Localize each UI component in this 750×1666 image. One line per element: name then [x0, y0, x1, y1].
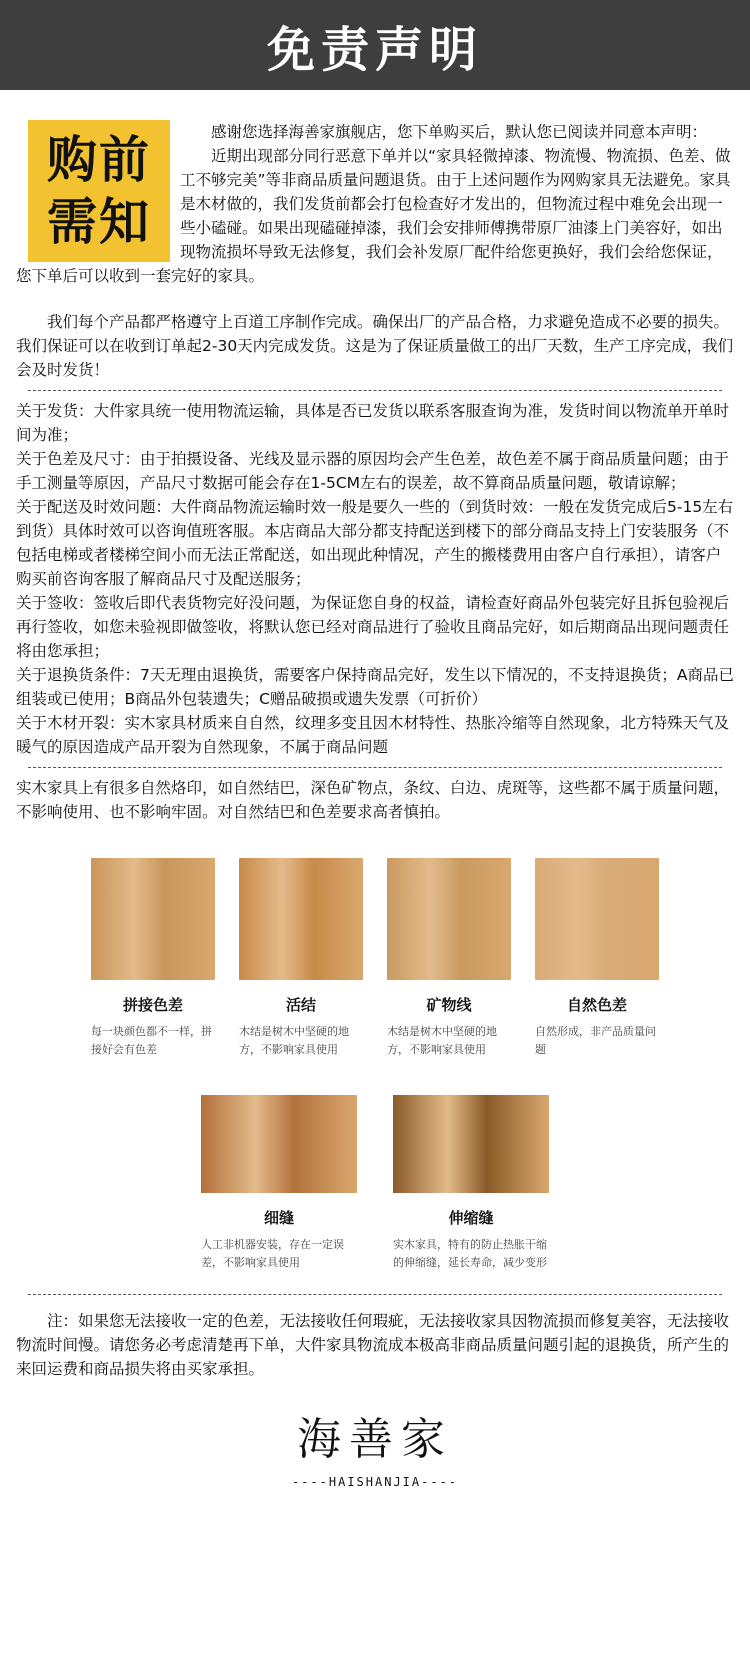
- gallery-caption: 拼接色差: [122, 996, 183, 1014]
- divider-2: [28, 767, 722, 768]
- intro-paragraph-2: 近期出现部分同行恶意下单并以“家具轻微掉漆、物流慢、物流损、色差、做工不够完美”等非商品质量问题退货。由于上述问题作为网购家具无法避免。家具是木材做的，我们发货前都会打包检查好才发出的，但物流过程中难免会出现一些小磕碰。如果出现磕碰掉漆，我们会安排师傅携带原厂油漆上门美容好，如出现物流损坏导致无法修复，我们会补发原厂配件给您更换好，我们会给您保证，您下单后可以收到一套完好的家具。: [16, 147, 731, 285]
- gallery-caption: 活结: [285, 996, 316, 1014]
- wood-sample-image: [393, 1095, 549, 1193]
- footer: [0, 1403, 750, 1489]
- gallery-item: [91, 858, 215, 1059]
- brand-english: ----HAISHANJIA----: [291, 1475, 459, 1489]
- gallery-caption: 伸缩缝: [448, 1209, 494, 1227]
- notice-badge: [28, 120, 170, 262]
- gallery-caption: 自然色差: [566, 996, 627, 1014]
- intro-paragraph-1: 感谢您选择海善家旗舰店，您下单购买后，默认您已阅读并同意本声明：: [211, 123, 708, 141]
- notice-line-2: 需知: [47, 192, 151, 251]
- production-section: [16, 310, 734, 382]
- gallery-item: [535, 858, 659, 1059]
- gallery-description: 每一块颜色都不一样，拼接好会有色差: [91, 1025, 212, 1056]
- gallery-description: 木结是树木中坚硬的地方，不影响家具使用: [239, 1025, 349, 1056]
- notice-line-1: 购前: [47, 130, 151, 189]
- gallery-description: 实木家具，特有的防止热胀干缩的伸缩缝，延长寿命，减少变形: [393, 1238, 547, 1269]
- production-paragraph: 我们每个产品都严格遵守上百道工序制作完成。确保出厂的产品合格，力求避免造成不必要的损失。我们保证可以在收到订单起2-30天内完成发货。这是为了保证质量做工的出厂天数，生产工序完成，我们会及时发货！: [16, 313, 734, 379]
- term-delivery: 关于配送及时效问题：大件商品物流运输时效一般是要久一些的（到货时效：一般在发货完成后5-15左右到货）具体时效可以咨询值班客服。本店商品大部分都支持配送到楼下的部分商品支持上门安装服务（不包括电梯或者楼梯空间小而无法正常配送，如出现此种情况，产生的搬楼费用由客户自行承担），请客户购买前咨询客服了解商品尺寸及配送服务；: [16, 498, 734, 588]
- terms-section: [16, 399, 734, 759]
- gallery-row-1: [0, 858, 750, 1059]
- brand-logo: 海善家: [297, 1414, 453, 1465]
- gallery-item: [387, 858, 511, 1059]
- wood-sample-image: [91, 858, 215, 980]
- wood-gallery: [0, 858, 750, 1272]
- natural-marks-section: [16, 776, 734, 824]
- term-returns: 关于退换货条件：7天无理由退换货，需要客户保持商品完好，发生以下情况的，不支持退换货；A商品已组装或已使用；B商品外包装遗失；C赠品破损或遗失发票（可折价）: [16, 666, 734, 708]
- wood-sample-image: [239, 858, 363, 980]
- divider-3: [28, 1294, 722, 1295]
- wood-sample-image: [201, 1095, 357, 1193]
- intro-section: [16, 120, 734, 288]
- gallery-item: [201, 1095, 357, 1272]
- gallery-item: [239, 858, 363, 1059]
- divider-1: [28, 390, 722, 391]
- note-section: [16, 1309, 734, 1381]
- wood-sample-image: [387, 858, 511, 980]
- gallery-description: 木结是树木中坚硬的地方，不影响家具使用: [387, 1025, 497, 1056]
- note-paragraph: 注：如果您无法接收一定的色差，无法接收任何瑕疵，无法接收家具因物流损而修复美容，无法接收物流时间慢。请您务必考虑清楚再下单，大件家具物流成本极高非商品质量问题引起的退换货，所产生的来回运费和商品损失将由买家承担。: [16, 1312, 730, 1378]
- gallery-caption: 细缝: [263, 1209, 294, 1227]
- natural-marks-paragraph: 实木家具上有很多自然烙印，如自然结巴，深色矿物点，条纹、白边、虎斑等，这些都不属于质量问题，不影响使用、也不影响牢固。对自然结巴和色差要求高者慎拍。: [16, 779, 730, 821]
- gallery-row-2: [0, 1095, 750, 1272]
- term-signing: 关于签收：签收后即代表货物完好没问题，为保证您自身的权益，请检查好商品外包装完好且拆包验视后再行签收，如您未验视即做签收，将默认您已经对商品进行了验收且商品完好，如后期商品出现问题责任将由您承担；: [16, 594, 730, 660]
- wood-sample-image: [535, 858, 659, 980]
- term-shipping: 关于发货：大件家具统一使用物流运输，具体是否已发货以联系客服查询为准，发货时间以物流单开单时间为准；: [16, 402, 730, 444]
- gallery-item: [393, 1095, 549, 1272]
- header-banner: [0, 0, 750, 90]
- gallery-description: 自然形成，非产品质量问题: [535, 1025, 656, 1056]
- term-color-size: 关于色差及尺寸：由于拍摄设备、光线及显示器的原因均会产生色差，故色差不属于商品质量问题；由于手工测量等原因，产品尺寸数据可能会存在1-5CM左右的误差，故不算商品质量问题，敬请谅解；: [16, 450, 730, 492]
- page-title: 免责声明: [266, 21, 483, 78]
- gallery-description: 人工非机器安装，存在一定误差，不影响家具使用: [201, 1238, 344, 1269]
- gallery-caption: 矿物线: [426, 996, 472, 1014]
- term-wood-crack: 关于木材开裂：实木家具材质来自自然，纹理多变且因木材特性、热胀冷缩等自然现象，北方特殊天气及暖气的原因造成产品开裂为自然现象，不属于商品问题: [16, 714, 730, 756]
